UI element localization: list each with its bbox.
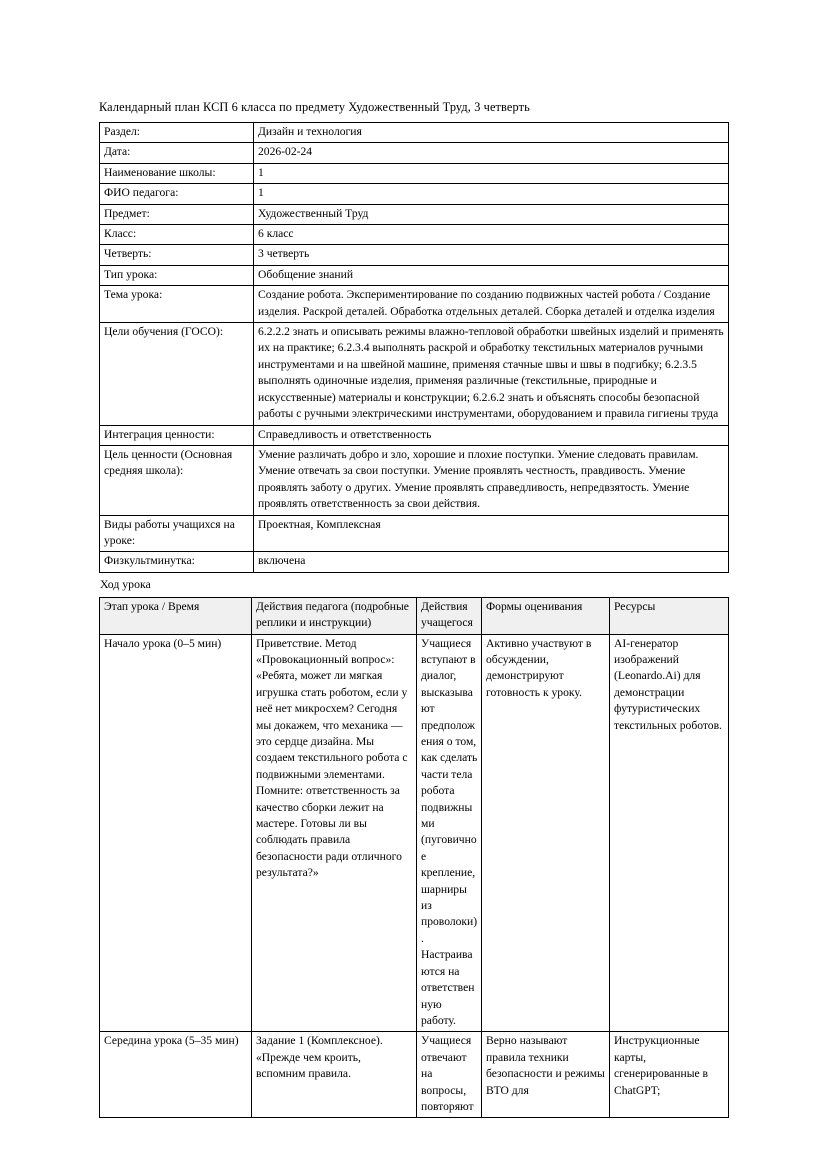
table-row [100,445,729,515]
info-value-cell: Проектная, Комплексная [254,515,729,552]
table-row [100,634,729,1032]
info-value-cell: Обобщение знаний [254,265,729,285]
table-row [100,204,729,224]
table-row [100,515,729,552]
info-value-cell: включена [254,552,729,572]
info-label-cell: Виды работы учащихся на уроке: [100,515,254,552]
info-label-cell: Предмет: [100,204,254,224]
lesson-flow-label: Ход урока [100,576,151,591]
lesson-flow-body [100,634,729,1118]
stage-cell: Начало урока (0–5 мин) [100,634,252,1032]
table-row [100,245,729,265]
info-label-cell: Тип урока: [100,265,254,285]
info-value-cell: Умение различать добро и зло, хорошие и плохие поступки. Умение следовать правилам. Умение отвечать за свои поступки. Умение проявлять честность, правдивость. Умение проявлять заботу о других. Умение проявлять справедливость, непредвзятость. Умение проявлять ответственность за свои действия. [254,445,729,515]
student-actions-cell: Учащиеся вступают в диалог, высказывают предположения о том, как сделать части тела робота подвижными (пуговичное крепление, шарниры из проволоки). Настраиваются на ответственную работу. [417,634,482,1032]
table-row [100,425,729,445]
info-label-cell: Наименование школы: [100,163,254,183]
column-header: Этап урока / Время [100,597,252,634]
table-row [100,552,729,572]
table-row [100,323,729,425]
column-header: Действия учащегося [417,597,482,634]
info-label-cell: Четверть: [100,245,254,265]
stage-cell: Середина урока (5–35 мин) [100,1032,252,1118]
table-row [100,1032,729,1118]
teacher-actions-cell: Задание 1 (Комплексное). «Прежде чем кроить, вспомним правила. [252,1032,417,1118]
student-actions-cell: Учащиеся отвечают на вопросы, повторяют [417,1032,482,1118]
info-label-cell: Дата: [100,143,254,163]
info-value-cell: 1 [254,163,729,183]
info-value-cell: 6.2.2.2 знать и описывать режимы влажно-тепловой обработки швейных изделий и применять их на практике; 6.2.3.4 выполнять раскрой и обработку текстильных материалов ручными инструментами и на швейной машине, применяя стачные швы и швы в подгибку; 6.2.3.5 выполнять одиночные изделия, применяя различные (текстильные, природные и искусственные) материалы и конструкции; 6.2.6.2 знать и объяснять способы безопасной работы с ручными электрическими инструментами, оборудованием и правила гигиены труда [254,323,729,425]
table-row [100,163,729,183]
table-row [100,123,729,143]
column-header: Действия педагога (подробные реплики и инструкции) [252,597,417,634]
table-header-row [100,597,729,634]
resources-cell: AI-генератор изображений (Leonardo.Ai) для демонстрации футуристических текстильных роботов. [610,634,729,1032]
info-value-cell: Справедливость и ответственность [254,425,729,445]
table-row [100,143,729,163]
table-row [100,286,729,323]
info-label-cell: Раздел: [100,123,254,143]
info-label-cell: Цели обучения (ГОСО): [100,323,254,425]
info-value-cell: 1 [254,184,729,204]
info-label-cell: Физкультминутка: [100,552,254,572]
info-label-cell: Тема урока: [100,286,254,323]
column-header: Ресурсы [610,597,729,634]
assessment-cell: Верно называют правила техники безопасности и режимы ВТО для [482,1032,610,1118]
page-title: Календарный план КСП 6 класса по предмету Художественный Труд, 3 четверть [99,100,530,114]
info-label-cell: Класс: [100,225,254,245]
teacher-actions-cell: Приветствие. Метод «Провокационный вопрос»: «Ребята, может ли мягкая игрушка стать роботом, если у неё нет микросхем? Сегодня мы докажем, что механика — это сердце дизайна. Мы создаем текстильного робота с подвижными элементами. Помните: ответственность за качество сборки лежит на мастере. Готовы ли вы соблюдать правила безопасности ради отличного результата?» [252,634,417,1032]
info-label-cell: Интеграция ценности: [100,425,254,445]
info-value-cell: 2026-02-24 [254,143,729,163]
table-row [100,265,729,285]
lesson-info-table [99,122,729,573]
table-row [100,225,729,245]
info-value-cell: Дизайн и технология [254,123,729,143]
lesson-flow-head [100,597,729,634]
lesson-info-body [100,123,729,573]
info-value-cell: Художественный Труд [254,204,729,224]
assessment-cell: Активно участвуют в обсуждении, демонстрируют готовность к уроку. [482,634,610,1032]
table-row [100,184,729,204]
info-value-cell: 3 четверть [254,245,729,265]
resources-cell: Инструкционные карты, сгенерированные в ChatGPT; [610,1032,729,1118]
info-label-cell: ФИО педагога: [100,184,254,204]
info-value-cell: Создание робота. Экспериментирование по созданию подвижных частей робота / Создание изделия. Раскрой деталей. Обработка отдельных деталей. Сборка деталей и отделка изделия [254,286,729,323]
lesson-flow-table [99,597,729,1119]
column-header: Формы оценивания [482,597,610,634]
info-label-cell: Цель ценности (Основная средняя школа): [100,445,254,515]
info-value-cell: 6 класс [254,225,729,245]
